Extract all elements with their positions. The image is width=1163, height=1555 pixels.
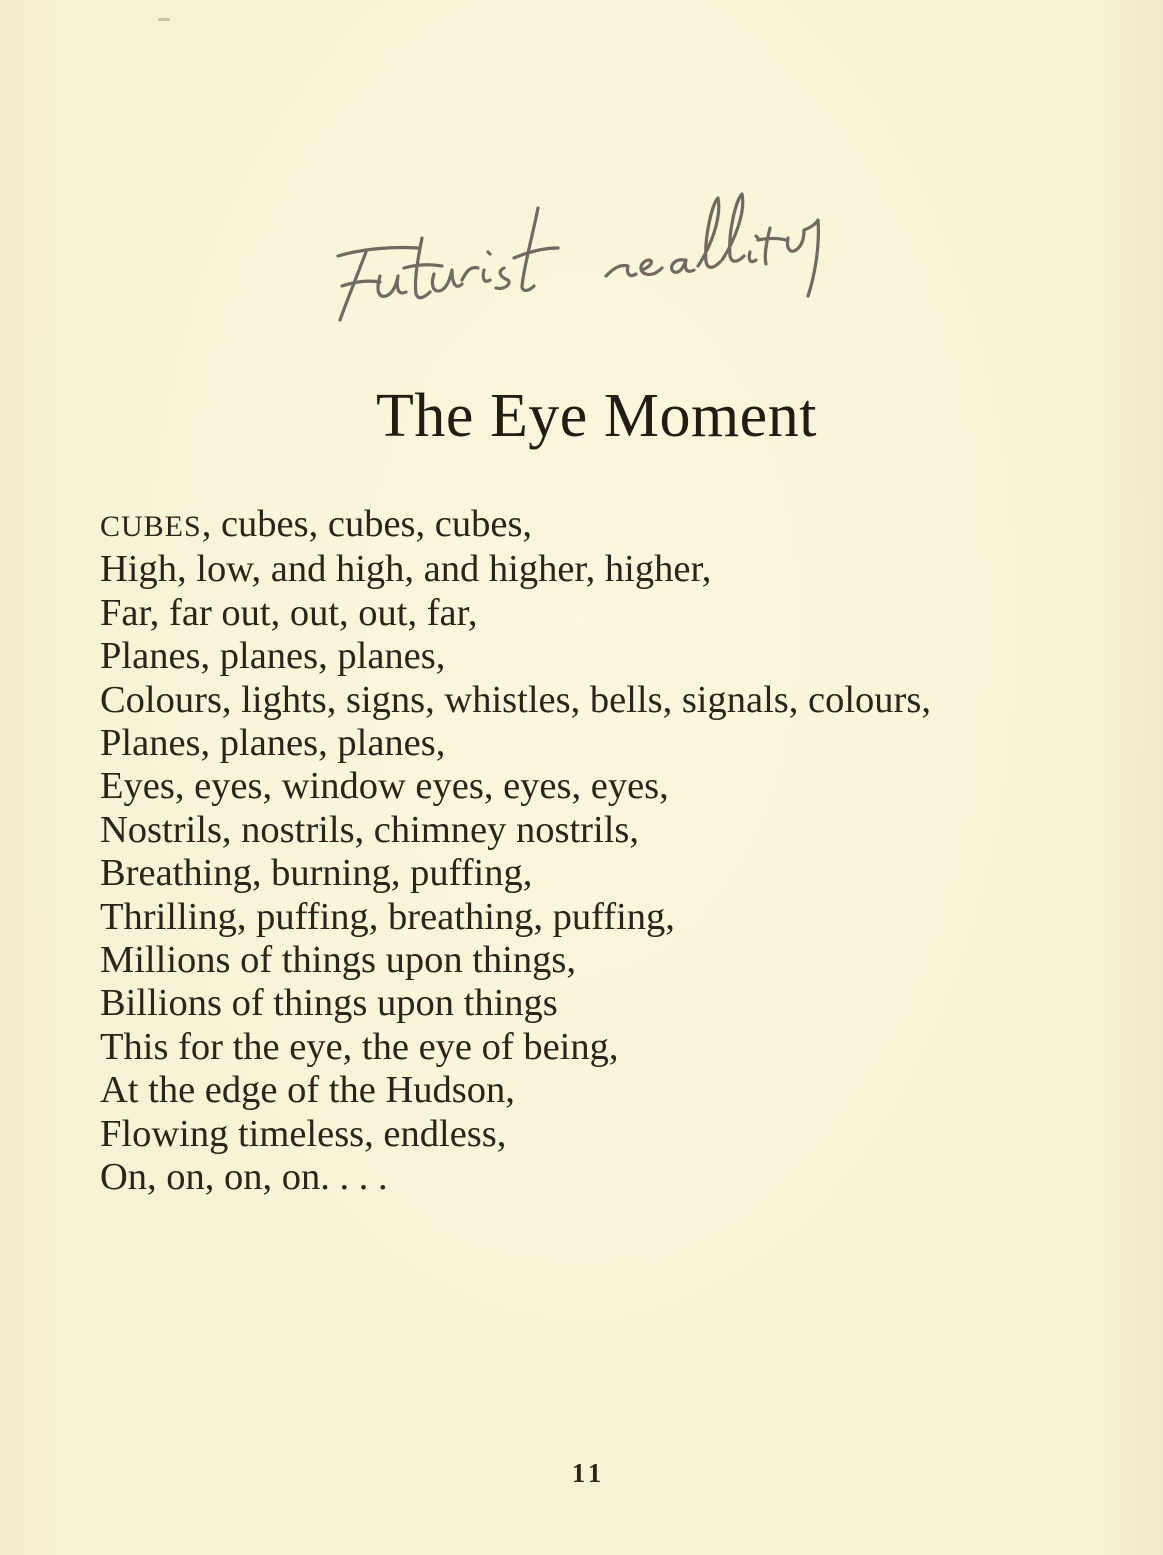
poem-line	[100, 503, 1100, 548]
poem-line: Far, far out, out, out, far,	[100, 591, 478, 634]
poem-line: Flowing timeless, endless,	[100, 1112, 507, 1155]
poem-title: The Eye Moment	[376, 382, 817, 450]
poem-line: On, on, on, on. . . .	[100, 1156, 388, 1199]
paper-speck	[158, 18, 170, 21]
poem-line: Planes, planes, planes,	[100, 722, 446, 765]
poem-line: Breathing, burning, puffing,	[100, 852, 533, 895]
poem-line: Billions of things upon things	[100, 982, 558, 1025]
poem-body	[100, 503, 1100, 1200]
poem-line: High, low, and high, and higher, higher,	[100, 548, 712, 591]
poem-line: Thrilling, puffing, breathing, puffing,	[100, 895, 675, 938]
poem-line: Nostrils, nostrils, chimney nostrils,	[100, 808, 639, 851]
opening-word-small-caps: CUBES	[100, 510, 202, 543]
handwritten-annotation-futurist-reality	[318, 168, 858, 328]
poem-line: Millions of things upon things,	[100, 939, 576, 982]
poem-line: At the edge of the Hudson,	[100, 1069, 515, 1112]
first-line-rest: , cubes, cubes, cubes,	[201, 503, 533, 545]
poem-line: Colours, lights, signs, whistles, bells, signals, colours,	[100, 678, 931, 721]
poem-line: Planes, planes, planes,	[100, 635, 446, 678]
poem-line: Eyes, eyes, window eyes, eyes, eyes,	[100, 765, 669, 808]
page-number: 11	[571, 1458, 606, 1488]
poem-line: This for the eye, the eye of being,	[100, 1025, 619, 1068]
